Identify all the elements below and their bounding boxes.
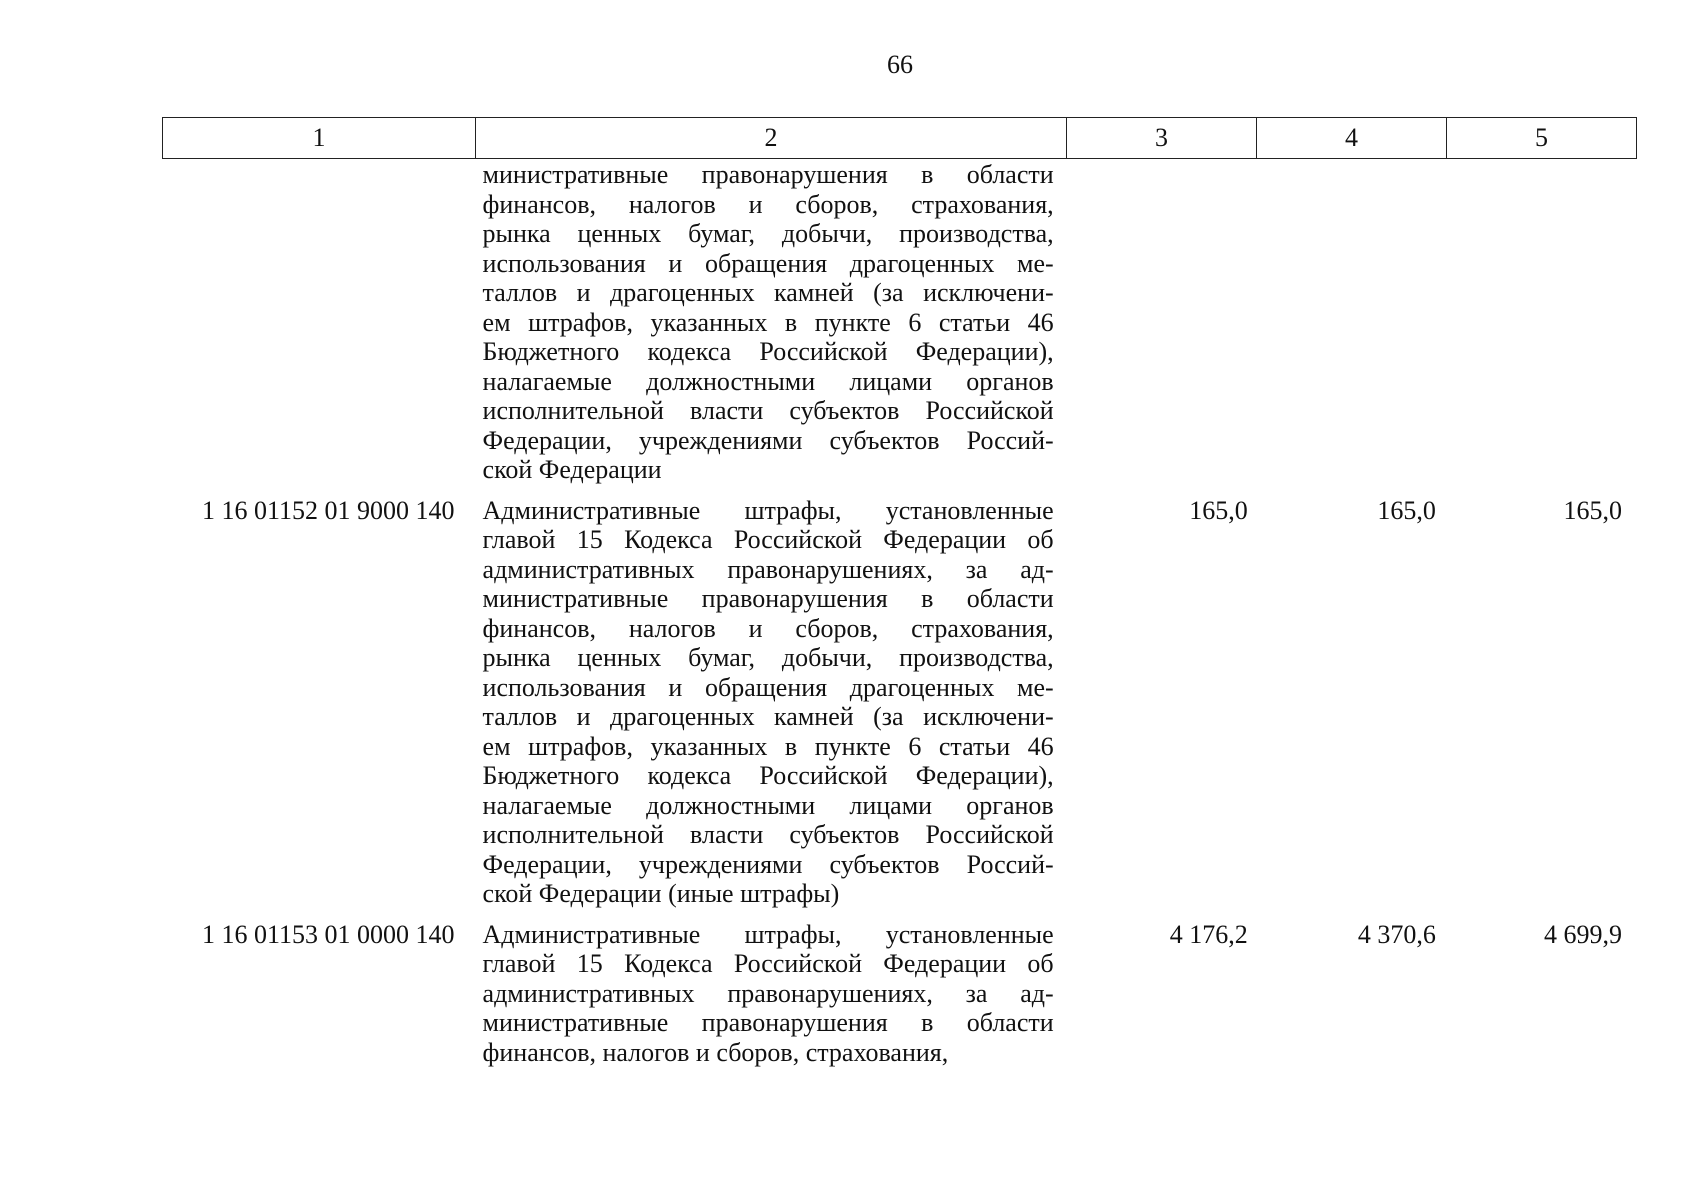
table-row xyxy=(162,160,1634,485)
description-line: исполнительной власти субъектов Российской xyxy=(482,396,1054,425)
description-line: финансов, налогов и сборов, страхования, xyxy=(482,1037,949,1067)
description-line: использования и обращения драгоценных ме- xyxy=(482,248,1054,278)
description-line: министративные правонарушения в области xyxy=(482,584,1054,613)
header-cell-1: 1 xyxy=(163,118,476,159)
description-line: рынка ценных бумаг, добычи, производства, xyxy=(482,219,1054,248)
description-line: налагаемые должностными лицами органов xyxy=(482,790,1054,820)
description-line: ской Федерации xyxy=(482,455,662,484)
description-line: Федерации, учреждениями субъектов Россий- xyxy=(482,849,1054,879)
description-line: ем штрафов, указанных в пункте 6 статьи 46 xyxy=(482,731,1054,761)
description-line: рынка ценных бумаг, добычи, производства, xyxy=(482,643,1054,672)
description-line: административных правонарушениях, за ад- xyxy=(482,554,1054,584)
header-cell-5: 5 xyxy=(1447,118,1637,159)
header-cell-2: 2 xyxy=(476,118,1067,159)
description-line: таллов и драгоценных камней (за исключени- xyxy=(482,702,1054,731)
description-line: ем штрафов, указанных в пункте 6 статьи 46 xyxy=(482,307,1054,337)
header-cell-4: 4 xyxy=(1257,118,1447,159)
description-line: финансов, налогов и сборов, страхования, xyxy=(482,613,1054,643)
description-line: исполнительной власти субъектов Российской xyxy=(482,820,1054,849)
description-line: Административные штрафы, установленные xyxy=(482,919,1054,949)
description xyxy=(483,496,1054,909)
table-row xyxy=(162,920,1634,1068)
description xyxy=(483,160,1054,485)
description-line: таллов и драгоценных камней (за исключени- xyxy=(482,278,1054,307)
description-line: финансов, налогов и сборов, страхования, xyxy=(482,189,1054,219)
budget-code: 1 16 01153 01 0000 140 xyxy=(201,919,455,949)
description-line: налагаемые должностными лицами органов xyxy=(482,366,1054,396)
description xyxy=(483,920,1054,1068)
table-header xyxy=(162,117,1637,159)
description-line: министративные правонарушения в области xyxy=(482,160,1054,189)
description-line: Административные штрафы, установленные xyxy=(482,495,1054,525)
table-row xyxy=(162,496,1634,909)
header-row xyxy=(163,118,1637,159)
amount-column-3: 4 176,2 xyxy=(1169,919,1248,949)
description-line: главой 15 Кодекса Российской Федерации об xyxy=(482,949,1054,978)
description-line: административных правонарушениях, за ад- xyxy=(482,978,1054,1008)
page-number: 66 xyxy=(887,50,913,79)
amount-column-4: 4 370,6 xyxy=(1357,919,1436,949)
description-line: Федерации, учреждениями субъектов Россий- xyxy=(482,425,1054,455)
amount-column-3: 165,0 xyxy=(1189,495,1248,525)
description-line: использования и обращения драгоценных ме- xyxy=(482,672,1054,702)
description-line: главой 15 Кодекса Российской Федерации об xyxy=(482,525,1054,554)
header-cell-3: 3 xyxy=(1067,118,1257,159)
budget-code: 1 16 01152 01 9000 140 xyxy=(201,495,455,525)
table-body xyxy=(162,160,1634,1067)
description-line: министративные правонарушения в области xyxy=(482,1008,1054,1037)
description-line: Бюджетного кодекса Российской Федерации), xyxy=(482,761,1054,790)
amount-column-4: 165,0 xyxy=(1377,495,1436,525)
description-line: ской Федерации (иные штрафы) xyxy=(482,879,840,908)
amount-column-5: 165,0 xyxy=(1563,495,1622,525)
amount-column-5: 4 699,9 xyxy=(1544,919,1622,949)
description-line: Бюджетного кодекса Российской Федерации), xyxy=(482,337,1054,366)
